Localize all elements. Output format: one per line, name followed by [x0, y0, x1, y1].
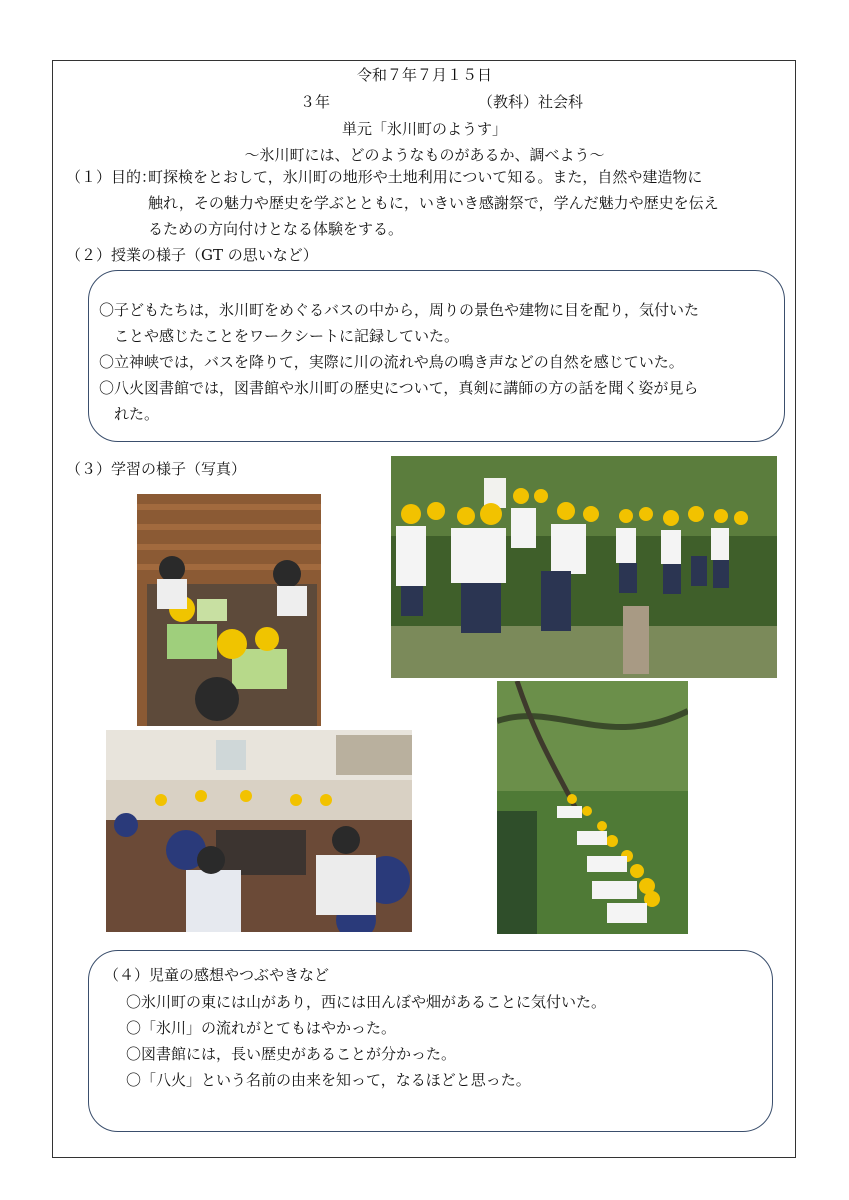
- purpose-label: （１）目的：: [66, 168, 157, 186]
- purpose-line: 町探検をとおして，氷川町の地形や土地利用について知る。また，自然や建造物に: [148, 168, 703, 186]
- reflection-item: 〇「氷川」の流れがとてもはやかった。: [126, 1019, 397, 1037]
- lesson-box: [88, 270, 785, 442]
- lesson-item: ことや感じたことをワークシートに記録していた。: [99, 327, 460, 345]
- photo-classroom-worksheets: [137, 494, 321, 726]
- reflection-item: 〇「八火」という名前の由来を知って，なるほどと思った。: [126, 1071, 531, 1089]
- subject: （教科）社会科: [478, 93, 584, 111]
- date: 令和７年７月１５日: [356, 66, 492, 84]
- reflection-item: 〇図書館には，長い歴史があることが分かった。: [126, 1045, 457, 1063]
- lesson-heading: （２）授業の様子（GT の思いなど）: [66, 246, 318, 264]
- photo-group-outdoors: [391, 456, 777, 678]
- grade: ３年: [300, 93, 331, 111]
- purpose-line: るための方向付けとなる体験をする。: [148, 220, 404, 238]
- lesson-item: 〇子どもたちは，氷川町をめぐるバスの中から，周りの景色や建物に目を配り，気付いた: [99, 301, 700, 319]
- lesson-item: 〇立神峡では，バスを降りて，実際に川の流れや鳥の鳴き声などの自然を感じていた。: [99, 353, 684, 371]
- reflection-item: 〇氷川町の東には山があり，西には田んぼや畑があることに気付いた。: [126, 993, 607, 1011]
- unit-title: 単元「氷川町のようす」: [341, 120, 507, 138]
- photo-stream-path: [497, 681, 688, 934]
- unit-theme: ～氷川町には、どのようなものがあるか、調べよう～: [244, 146, 605, 164]
- photo-library-lecture: [106, 730, 412, 932]
- reflections-heading: （４）児童の感想やつぶやきなど: [104, 966, 330, 984]
- photos-heading: （３）学習の様子（写真）: [66, 460, 247, 478]
- lesson-item: 〇八火図書館では，図書館や氷川町の歴史について，真剣に講師の方の話を聞く姿が見ら: [99, 379, 699, 397]
- purpose-line: 触れ，その魅力や歴史を学ぶとともに，いきいき感謝祭で，学んだ魅力や歴史を伝え: [148, 194, 719, 212]
- lesson-item: れた。: [99, 405, 160, 423]
